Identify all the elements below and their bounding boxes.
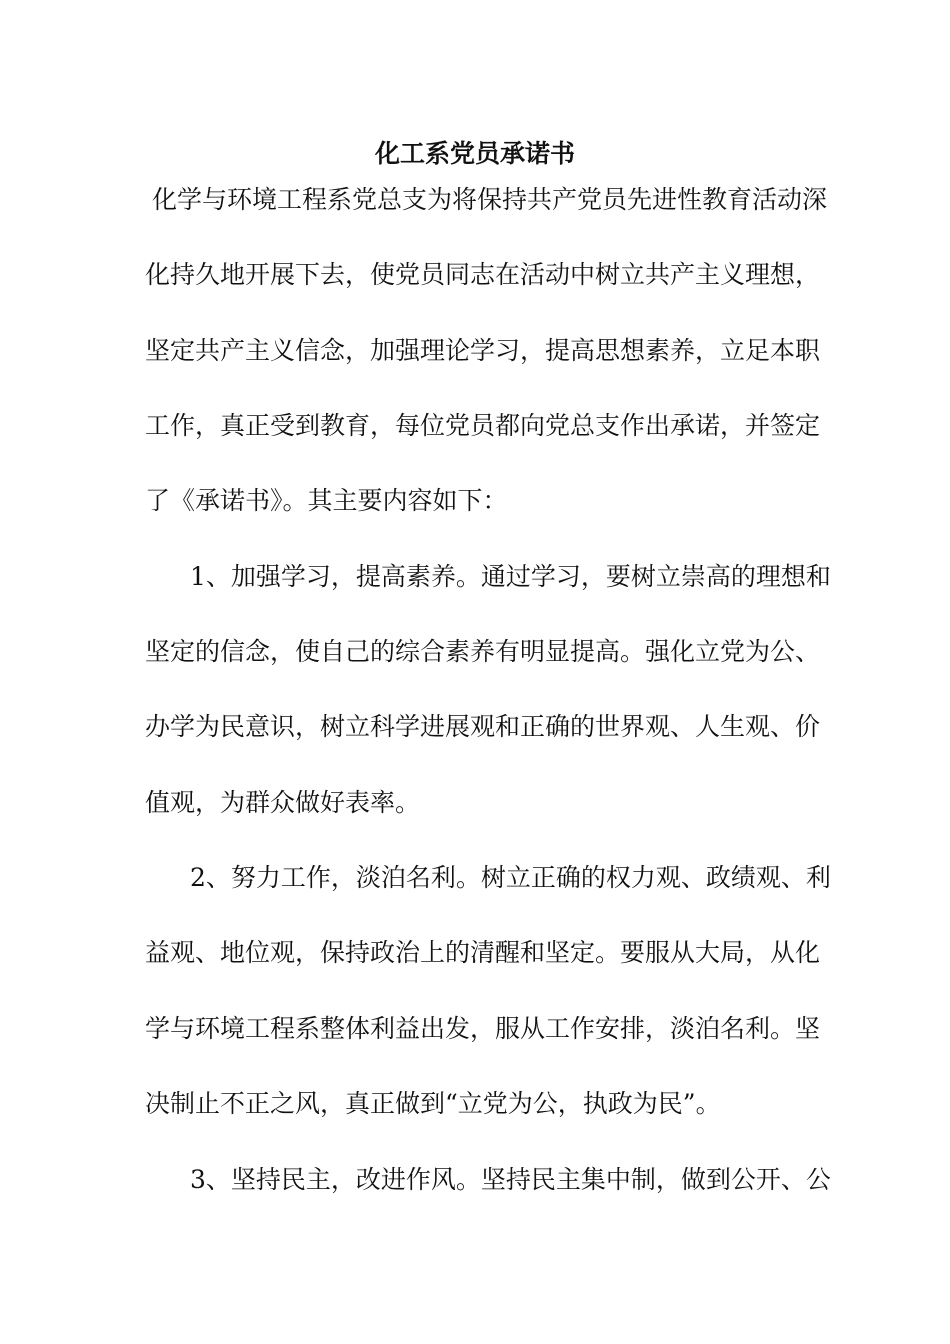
document-title: 化工系党员承诺书 (374, 139, 575, 168)
paragraph-line: 值观，为群众做好表率。 (145, 788, 421, 817)
paragraph-line: 了《承诺书》。其主要内容如下： (145, 486, 508, 515)
paragraph-line: 3、坚持民主，改进作风。坚持民主集中制，做到公开、公 (190, 1165, 831, 1194)
paragraph-line: 学与环境工程系整体利益出发，服从工作安排，淡泊名利。坚 (145, 1014, 821, 1043)
paragraph-line: 化持久地开展下去，使党员同志在活动中树立共产主义理想， (145, 260, 821, 289)
paragraph-line: 化学与环境工程系党总支为将保持共产党员先进性教育活动深 (152, 185, 828, 214)
paragraph-line: 坚定的信念，使自己的综合素养有明显提高。强化立党为公、 (145, 637, 821, 666)
paragraph-line: 办学为民意识，树立科学进展观和正确的世界观、人生观、价 (145, 712, 821, 741)
paragraph-line: 益观、地位观，保持政治上的清醒和坚定。要服从大局，从化 (145, 938, 821, 967)
paragraph-line: 决制止不正之风，真正做到“立党为公，执政为民”。 (145, 1089, 721, 1118)
paragraph-line: 1、加强学习，提高素养。通过学习，要树立崇高的理想和 (190, 562, 831, 591)
paragraph-line: 工作，真正受到教育，每位党员都向党总支作出承诺，并签定 (145, 411, 821, 440)
paragraph-line: 坚定共产主义信念，加强理论学习，提高思想素养，立足本职 (145, 336, 821, 365)
paragraph-line: 2、努力工作，淡泊名利。树立正确的权力观、政绩观、利 (190, 863, 831, 892)
